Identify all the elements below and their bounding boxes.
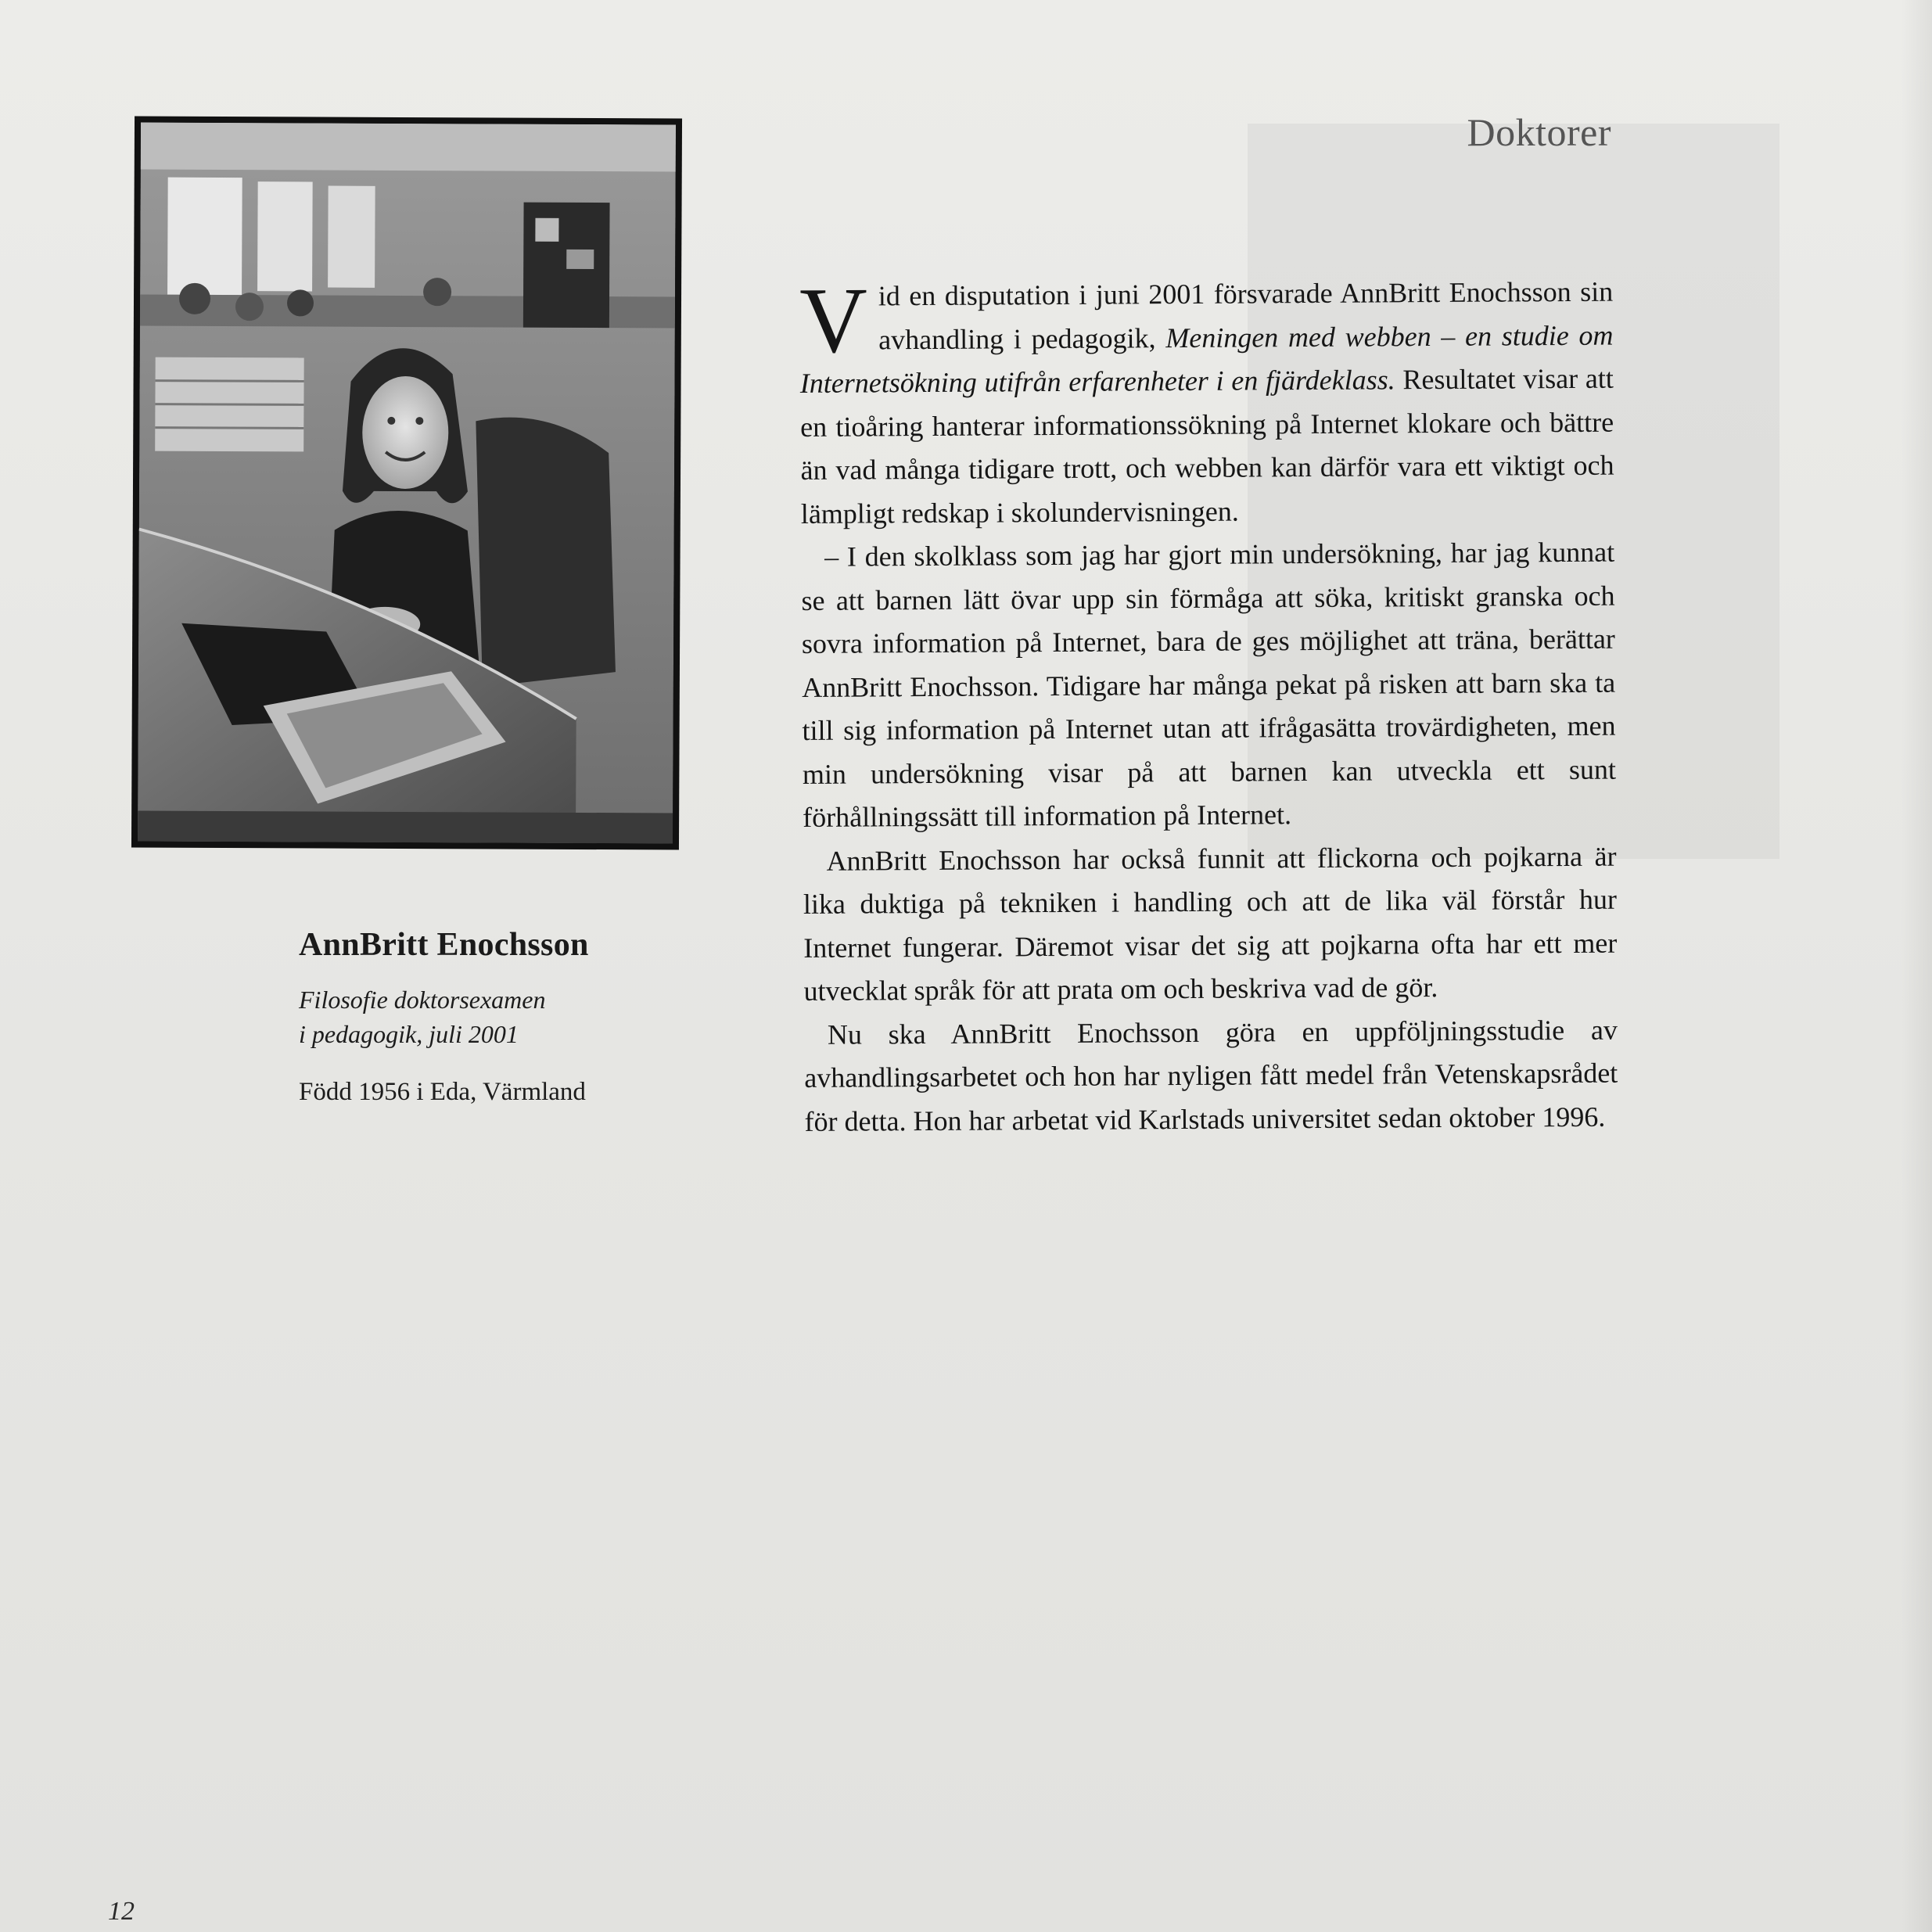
degree-line-2: i pedagogik, juli 2001 (299, 1020, 519, 1048)
degree-line-1: Filosofie doktorsexamen (299, 986, 546, 1014)
paragraph-3: AnnBritt Enochsson har också funnit att flickorna och pojkarna är lika duktiga på tekniken i handling och att de lika väl förstår hur Internet fungerar. Däremot visar det sig att pojkarna ofta har ett mer utvecklat språk för att prata om och beskriva vad de gör. (803, 840, 1618, 1007)
thesis-title: Meningen med webben – en studie om Internetsökning utifrån erfarenheter i en fjärdeklass. (799, 319, 1614, 399)
drop-cap: V (799, 268, 868, 372)
author-caption (299, 926, 674, 1107)
portrait-photo-icon (138, 123, 676, 844)
page-edge-shadow (1901, 0, 1932, 1932)
author-degree (299, 982, 674, 1051)
paragraph-4: Nu ska AnnBritt Enochsson göra en uppföljningsstudie av avhandlingsarbetet och hon har nyligen fått medel från Vetenskapsrådet för detta. Hon har arbetat vid Karlstads universitet sedan oktober 1996. (804, 1014, 1618, 1137)
paragraph-2: – I den skolklass som jag har gjort min undersökning, har jag kunnat se att barnen lätt övar upp sin förmåga att söka, kritiskt granska och sovra information på Internet, bara de ges möjlighet att träna, berättar AnnBritt Enochsson. Tidigare har många pekat på risken att barn ska ta till sig information på Internet utan att ifrågasätta trovärdigheten, men min undersökning visar på att barnen kan utveckla ett sunt förhållningssätt till information på Internet. (801, 536, 1616, 833)
paragraph-1-text-a: id en disputation i juni 2001 försvarade AnnBritt Enochsson sin avhandling i pedagogik, (878, 275, 1614, 355)
page-number: 12 (108, 1897, 135, 1926)
portrait-photo (131, 116, 682, 849)
article-body (799, 268, 1618, 1144)
section-header: Doktorer (1467, 110, 1611, 154)
author-name: AnnBritt Enochsson (299, 927, 589, 963)
paragraph-1 (799, 268, 1614, 536)
paragraph-1-text-b: Resultatet visar att en tioåring hanterar informationssökning på Internet klokare och bättre än vad många tidigare trott, och webben kan därför vara ett viktigt och lämpligt redskap i skolundervisningen. (800, 362, 1614, 530)
author-born: Född 1956 i Eda, Värmland (299, 1078, 586, 1106)
